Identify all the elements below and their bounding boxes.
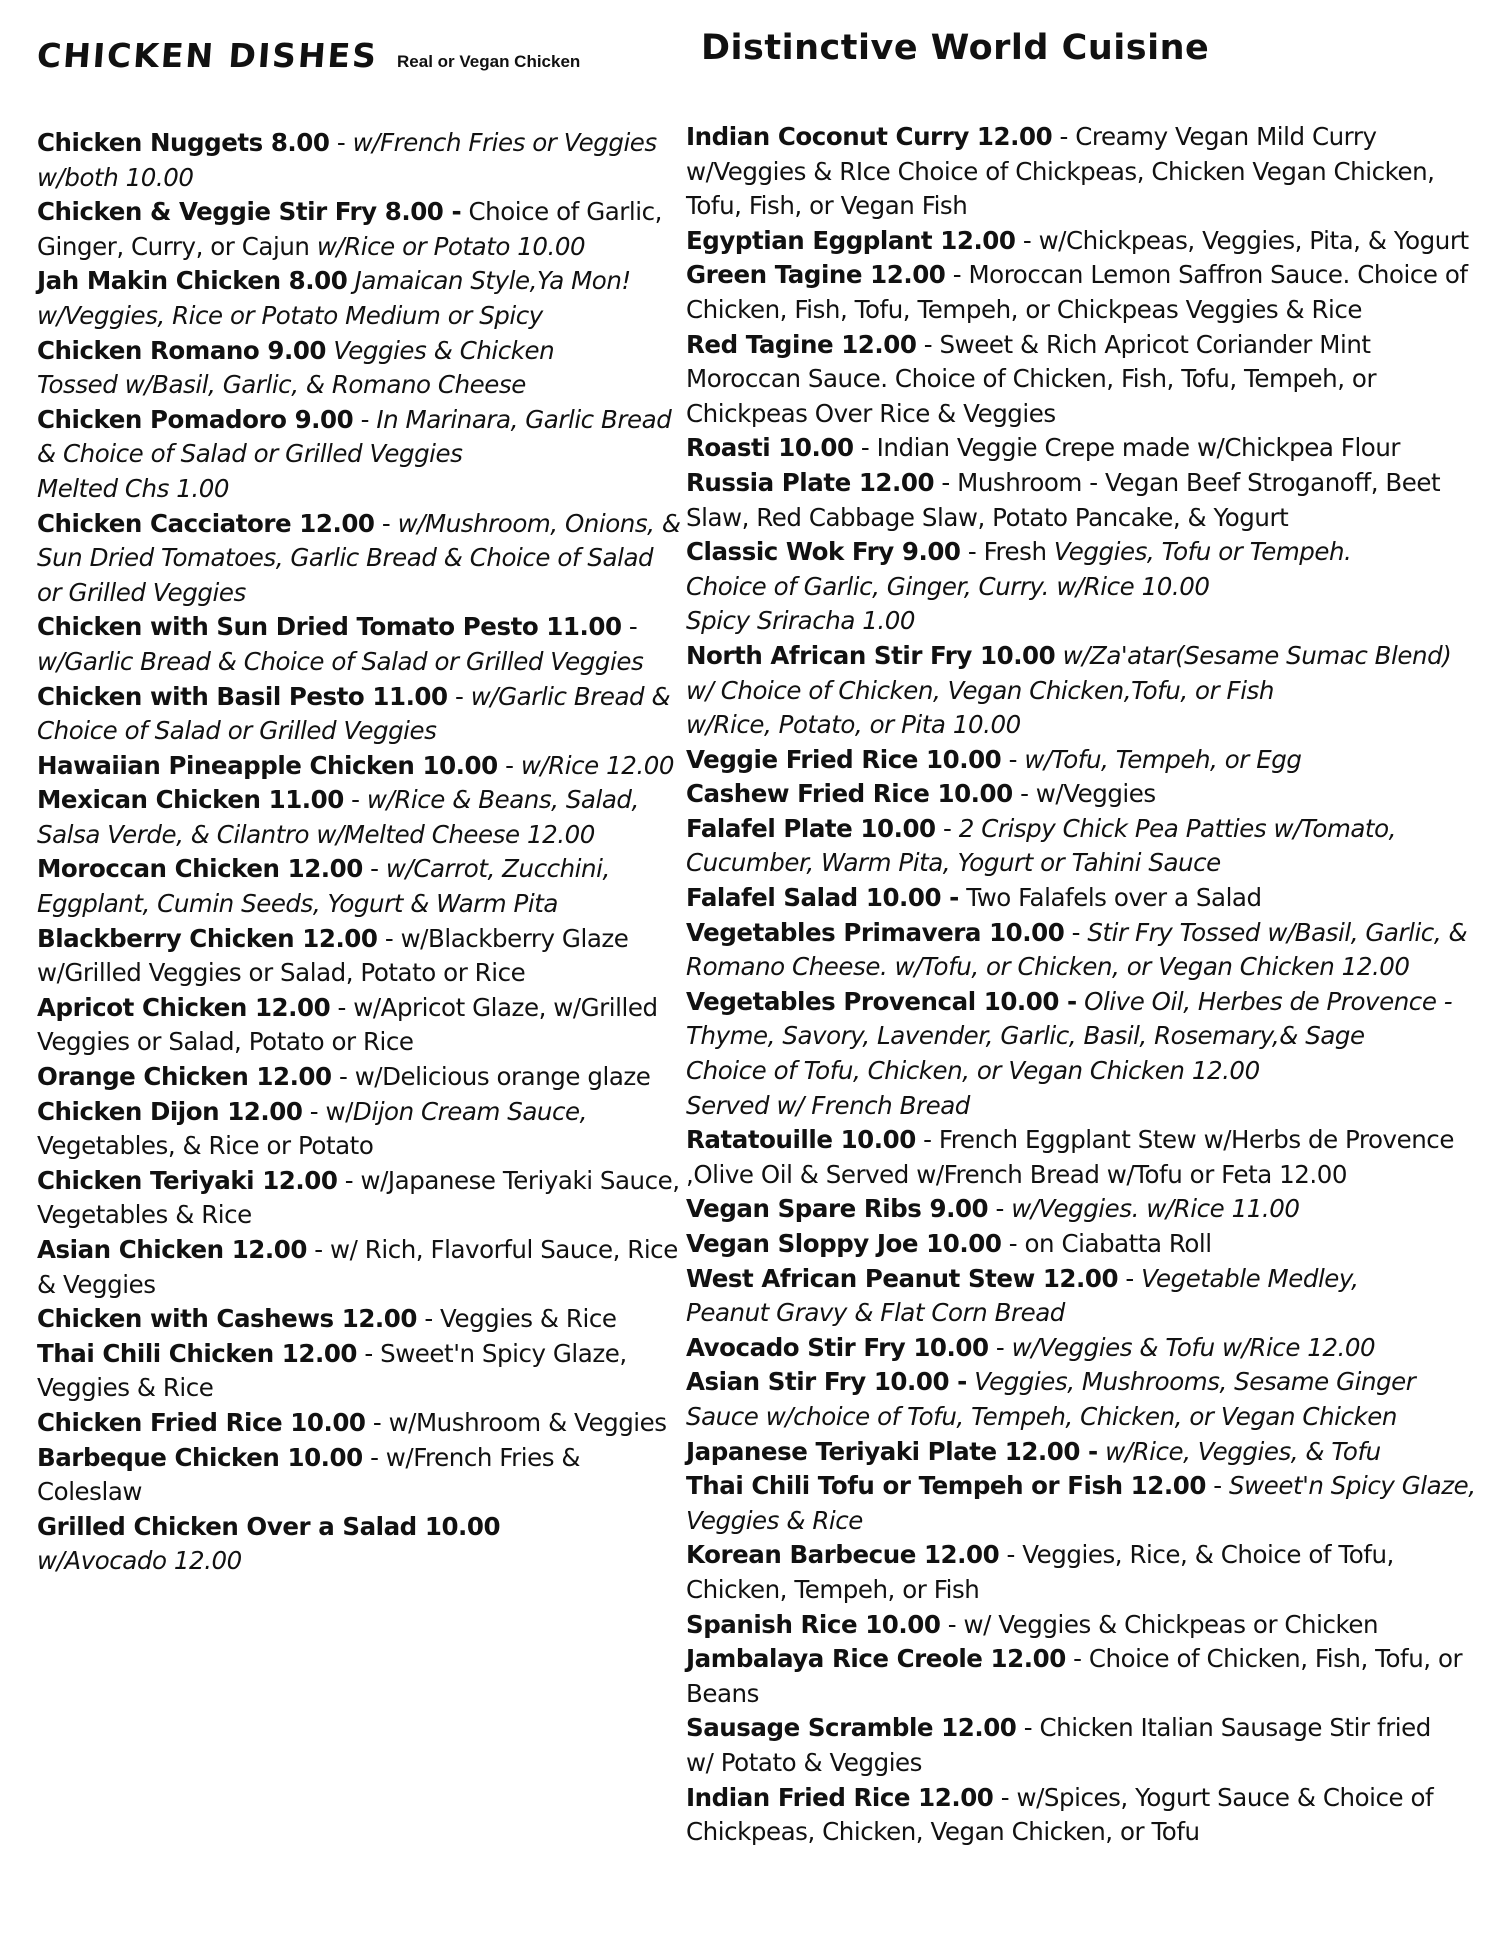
dish-description: Peanut Gravy & Flat Corn Bread	[686, 1298, 1065, 1328]
dish-description: w/Grilled Veggies or Salad, Potato or Rice	[37, 958, 526, 988]
dish-name: Chicken Nuggets 8.00	[37, 128, 330, 157]
dish-description: w/Rice, Veggies, & Tofu	[1097, 1436, 1381, 1466]
dish-description: - w/ Veggies & Chickpeas or Chicken	[940, 1609, 1379, 1639]
dish-description: - w/Apricot Glaze, w/Grilled	[330, 992, 658, 1022]
dish-name: Egyptian Eggplant 12.00	[686, 225, 1016, 255]
dish-description: w/Veggies, Rice or Potato Medium or Spicy	[37, 300, 543, 330]
dish-description: w/both 10.00	[37, 162, 194, 192]
dish-description: Stir Fry Tossed w/Basil, Garlic, &	[1087, 917, 1468, 947]
menu-item	[686, 1123, 1486, 1192]
menu-item	[686, 985, 1486, 1123]
dish-description: - Indian Veggie Crepe made w/Chickpea Flour	[853, 433, 1401, 463]
dish-description: Salsa Verde, & Cilantro w/Melted Cheese 12.00	[37, 819, 595, 849]
dish-description: - w/Veggies	[1012, 779, 1156, 809]
dish-name: Mexican Chicken 11.00	[37, 785, 344, 815]
dish-name: Chicken Fried Rice 10.00	[37, 1407, 366, 1437]
dish-description: w/Rice, Potato, or Pita 10.00	[686, 710, 1021, 740]
dish-name: Ratatouille 10.00	[686, 1125, 916, 1155]
dish-name: Spanish Rice 10.00	[686, 1609, 941, 1639]
dish-description: w/Tofu, Tempeh, or Egg	[1024, 744, 1302, 774]
menu-item	[686, 916, 1486, 985]
dish-description: 2 Crispy Chick Pea Patties w/Tomato,	[958, 813, 1396, 843]
menu-item	[686, 639, 1486, 743]
dish-description: -	[621, 612, 638, 642]
menu-item	[686, 743, 1486, 778]
menu-item	[37, 1441, 692, 1510]
menu-item	[37, 783, 692, 852]
menu-item	[686, 1331, 1486, 1366]
dish-description: Chicken, Tempeh, or Fish	[686, 1574, 980, 1604]
menu-item	[37, 334, 692, 403]
menu-item	[686, 431, 1486, 466]
menu-item	[37, 1302, 692, 1337]
dish-description: In Marinara, Garlic Bread	[376, 404, 672, 434]
dish-description: Tofu, Fish, or Vegan Fish	[686, 191, 968, 221]
dish-description: -	[988, 1194, 1012, 1224]
dish-description: w/Rice or Potato 10.00	[316, 231, 586, 261]
dish-description: Jamaican Style,Ya Mon!	[347, 266, 631, 296]
menu-item	[686, 1192, 1486, 1227]
dish-description: - w/Japanese Teriyaki Sauce,	[337, 1165, 680, 1195]
dish-description: Eggplant, Cumin Seeds, Yogurt & Warm Pita	[37, 889, 558, 919]
menu-item	[686, 1781, 1486, 1850]
menu-item	[37, 1233, 692, 1302]
dish-description: -	[329, 128, 353, 157]
dish-name: Falafel Salad 10.00 -	[686, 883, 959, 913]
dish-description: w/French Fries or Veggies	[352, 128, 657, 157]
dish-name: Chicken Cacciatore 12.00	[37, 508, 375, 538]
dish-description: Spicy Sriracha 1.00	[686, 606, 915, 636]
dish-description: Choice of Garlic, Ginger, Curry. w/Rice 10.00	[686, 571, 1210, 601]
dish-name: Barbeque Chicken 10.00	[37, 1442, 363, 1472]
dish-name: Hawaiian Pineapple Chicken 10.00	[37, 750, 498, 780]
dish-description: -	[1118, 1263, 1142, 1293]
world-cuisine-column	[686, 28, 1486, 1850]
dish-description: Veggies & Rice	[686, 1505, 863, 1535]
dish-description: & Choice of Salad or Grilled Veggies	[37, 439, 463, 469]
dish-description: - w/Blackberry Glaze	[377, 923, 629, 953]
dish-name: Asian Stir Fry 10.00 -	[686, 1367, 967, 1397]
dish-description: Tossed w/Basil, Garlic, & Romano Cheese	[37, 370, 526, 400]
menu-item	[37, 126, 692, 195]
chicken-dishes-list	[37, 126, 692, 1579]
menu-item	[37, 1337, 692, 1406]
dish-description: w/Garlic Bread & Choice of Salad or Grilled Veggies	[37, 646, 644, 676]
dish-description: Vegetable Medley,	[1141, 1263, 1359, 1293]
chicken-dishes-column	[37, 36, 692, 1579]
dish-name: Falafel Plate 10.00	[686, 813, 936, 843]
world-cuisine-list	[686, 120, 1486, 1850]
dish-description: Melted Chs 1.00	[37, 473, 230, 503]
chicken-dishes-title: CHICKEN DISHES	[35, 36, 380, 75]
dish-description: - w/ Rich, Flavorful Sauce, Rice	[306, 1235, 678, 1264]
menu-item	[37, 610, 692, 679]
dish-name: Indian Fried Rice 12.00	[686, 1782, 994, 1812]
menu-item	[686, 328, 1486, 432]
menu-item	[686, 1711, 1486, 1780]
dish-name: West African Peanut Stew 12.00	[686, 1263, 1119, 1293]
dish-description: Chicken, Fish, Tofu, Tempeh, or Chickpeas Veggies & Rice	[686, 294, 1363, 324]
menu-item	[686, 1642, 1486, 1711]
dish-name: Orange Chicken 12.00	[37, 1062, 332, 1092]
menu-item	[37, 680, 692, 749]
dish-name: Chicken Dijon 12.00	[37, 1096, 303, 1126]
menu-item	[686, 1227, 1486, 1262]
dish-description: Dijon Cream Sauce,	[352, 1096, 587, 1126]
dish-description: Choice of Salad or Grilled Veggies	[37, 716, 437, 746]
dish-name: Vegetables Provencal 10.00 -	[686, 986, 1077, 1016]
dish-description: Veggies & Chicken	[326, 335, 555, 365]
dish-description: Cucumber, Warm Pita, Yogurt or Tahini Sauce	[686, 848, 1221, 878]
menu-item	[37, 1406, 692, 1441]
dish-description: - French Eggplant Stew w/Herbs de Provence	[915, 1125, 1454, 1155]
dish-description: Slaw, Red Cabbage Slaw, Potato Pancake, & Yogurt	[686, 502, 1289, 532]
dish-description: Chickpeas, Chicken, Vegan Chicken, or Tofu	[686, 1817, 1200, 1847]
dish-description: -	[362, 854, 386, 884]
dish-name: Chicken Teriyaki 12.00	[37, 1165, 338, 1195]
dish-description: Olive Oil, Herbes de Provence -	[1076, 986, 1453, 1016]
dish-name: Classic Wok Fry 9.00	[686, 537, 961, 567]
dish-name: Apricot Chicken 12.00	[37, 992, 331, 1022]
dish-description: w/ Potato & Veggies	[686, 1747, 922, 1777]
dish-description: Served w/ French Bread	[686, 1090, 970, 1120]
dish-name: Russia Plate 12.00	[686, 467, 935, 497]
dish-description: Vegetables, & Rice or Potato	[37, 1131, 374, 1161]
dish-name: Roasti 10.00	[686, 433, 854, 463]
dish-name: Jah Makin Chicken 8.00	[37, 266, 348, 296]
dish-description: w/Rice & Beans, Salad,	[366, 785, 639, 815]
dish-description: w/Carrot, Zucchini,	[385, 854, 610, 884]
dish-description: - Moroccan Lemon Saffron Sauce. Choice of	[945, 260, 1468, 290]
dish-description: - Choice of Chicken, Fish, Tofu, or	[1065, 1644, 1463, 1674]
dish-description: w/Za'atar(Sesame Sumac Blend)	[1055, 640, 1452, 670]
chicken-dishes-subtitle: Real or Vegan Chicken	[397, 52, 581, 71]
dish-name: Vegan Spare Ribs 9.00	[686, 1194, 989, 1224]
dish-name: North African Stir Fry 10.00	[686, 640, 1056, 670]
menu-item	[37, 1510, 692, 1579]
menu-item	[686, 258, 1486, 327]
dish-description: w/Veggies & RIce Choice of Chickpeas, Chicken Vegan Chicken,	[686, 156, 1435, 186]
dish-name: Chicken with Cashews 12.00	[37, 1304, 417, 1334]
dish-description: - Sweet'n Spicy Glaze,	[357, 1338, 627, 1368]
dish-name: Vegan Sloppy Joe 10.00	[686, 1229, 1002, 1258]
menu-item	[37, 195, 692, 264]
dish-description: w/Garlic Bread &	[470, 681, 671, 711]
menu-item	[37, 991, 692, 1060]
dish-description: -	[353, 404, 377, 434]
menu-item	[686, 1435, 1486, 1470]
dish-description: Sauce w/choice of Tofu, Tempeh, Chicken, or Vegan Chicken	[686, 1401, 1397, 1431]
dish-name: Cashew Fried Rice 10.00	[686, 779, 1013, 809]
dish-description: - w/French Fries &	[362, 1442, 581, 1472]
menu-item	[686, 1262, 1486, 1331]
menu-item	[686, 1538, 1486, 1607]
dish-name: Red Tagine 12.00	[686, 329, 917, 359]
dish-description: - Veggies & Rice	[416, 1304, 617, 1334]
dish-description: - w/Chickpeas, Veggies, Pita, & Yogurt	[1015, 225, 1469, 255]
dish-name: Blackberry Chicken 12.00	[37, 923, 378, 953]
menu-item	[686, 1469, 1486, 1538]
menu-item	[37, 749, 692, 784]
dish-description: -	[447, 681, 471, 711]
menu-item	[37, 264, 692, 333]
dish-description: or Grilled Veggies	[37, 577, 246, 607]
chicken-dishes-header	[37, 36, 692, 126]
dish-description: - on Ciabatta Roll	[1001, 1229, 1212, 1258]
dish-description: - w/	[302, 1096, 353, 1126]
dish-name: Japanese Teriyaki Plate 12.00 -	[686, 1436, 1098, 1466]
dish-name: Moroccan Chicken 12.00	[37, 854, 363, 884]
dish-description: - Creamy Vegan Mild Curry	[1052, 122, 1377, 151]
dish-description: - w/Spices, Yogurt Sauce & Choice of	[993, 1782, 1434, 1812]
dish-description: w/Veggies. w/Rice 11.00	[1011, 1194, 1300, 1224]
dish-name: Chicken Romano 9.00	[37, 335, 327, 365]
dish-name: Asian Chicken 12.00	[37, 1235, 307, 1264]
menu-item	[37, 1095, 692, 1164]
menu-item	[686, 777, 1486, 812]
dish-description: & Veggies	[37, 1269, 156, 1299]
dish-description: - Mushroom - Vegan Beef Stroganoff, Beet	[934, 467, 1441, 497]
menu-item	[686, 120, 1486, 224]
dish-description: -	[343, 785, 367, 815]
world-cuisine-title: Distinctive World Cuisine	[701, 28, 1210, 68]
menu-item	[37, 852, 692, 921]
dish-description: Veggies, Tofu or Tempeh.	[1053, 537, 1352, 567]
dish-description: Choice of Tofu, Chicken, or Vegan Chicken 12.00	[686, 1056, 1260, 1086]
dish-description: - Sweet & Rich Apricot Coriander Mint	[916, 329, 1371, 359]
dish-description: ,Olive Oil & Served w/French Bread w/Tofu or Feta 12.00	[686, 1159, 1348, 1189]
dish-name: Green Tagine 12.00	[686, 260, 946, 290]
dish-description: w/Avocado 12.00	[37, 1546, 242, 1576]
dish-description: Two Falafels over a Salad	[958, 883, 1262, 913]
dish-name: Sausage Scramble 12.00	[686, 1713, 1017, 1743]
dish-description: w/Rice 12.00	[520, 750, 675, 780]
menu-item	[686, 881, 1486, 916]
dish-description: -	[1205, 1471, 1230, 1501]
dish-name: Chicken with Basil Pesto 11.00	[37, 681, 448, 711]
dish-name: Thai Chili Tofu or Tempeh or Fish 12.00	[686, 1471, 1206, 1501]
menu-item	[37, 1060, 692, 1095]
dish-description: - w/Mushroom & Veggies	[365, 1407, 667, 1437]
dish-description: Beans	[686, 1678, 759, 1708]
dish-description: - w/Delicious orange glaze	[331, 1062, 651, 1092]
dish-description: Vegetables & Rice	[37, 1200, 252, 1230]
dish-description: Veggies or Salad, Potato or Rice	[37, 1027, 414, 1057]
dish-name: Vegetables Primavera 10.00	[686, 917, 1065, 947]
dish-description: -	[935, 813, 959, 843]
menu-item	[686, 466, 1486, 535]
dish-description: Thyme, Savory, Lavender, Garlic, Basil, Rosemary,& Sage	[686, 1021, 1365, 1051]
dish-description: - Fresh	[960, 537, 1054, 567]
dish-name: Indian Coconut Curry 12.00	[686, 122, 1053, 151]
menu-item	[37, 403, 692, 507]
dish-name: Avocado Stir Fry 10.00	[686, 1332, 989, 1362]
dish-description: - Veggies, Rice, & Choice of Tofu,	[999, 1540, 1394, 1570]
dish-description: w/Veggies & Tofu w/Rice 12.00	[1011, 1332, 1376, 1362]
dish-description: Choice of Garlic, Ginger, Curry, or Cajun	[37, 197, 662, 261]
dish-description: Romano Cheese. w/Tofu, or Chicken, or Vegan Chicken 12.00	[686, 952, 1410, 982]
dish-description: -	[988, 1332, 1012, 1362]
dish-description: Veggies & Rice	[37, 1373, 214, 1403]
dish-description: Moroccan Sauce. Choice of Chicken, Fish, Tofu, Tempeh, or	[686, 364, 1377, 394]
dish-description: Coleslaw	[37, 1477, 142, 1507]
dish-description: w/ Choice of Chicken, Vegan Chicken,Tofu, or Fish	[686, 675, 1274, 705]
dish-description: Veggies, Mushrooms, Sesame Ginger	[966, 1367, 1416, 1397]
dish-description: -	[497, 750, 521, 780]
dish-name: Thai Chili Chicken 12.00	[37, 1338, 358, 1368]
dish-description: -	[1064, 917, 1088, 947]
dish-name: Chicken with Sun Dried Tomato Pesto 11.00	[37, 612, 622, 642]
dish-name: Chicken Pomadoro 9.00	[37, 404, 354, 434]
menu-item	[686, 224, 1486, 259]
dish-description: w/Mushroom, Onions, &	[397, 508, 681, 538]
menu-item	[37, 922, 692, 991]
menu-item	[686, 812, 1486, 881]
dish-name: Korean Barbecue 12.00	[686, 1540, 1000, 1570]
dish-name: Jambalaya Rice Creole 12.00	[686, 1644, 1066, 1674]
dish-description: - Chicken Italian Sausage Stir fried	[1016, 1713, 1431, 1743]
dish-description: -	[374, 508, 398, 538]
dish-description: -	[1001, 744, 1025, 774]
menu-item	[37, 1164, 692, 1233]
menu-item	[686, 1365, 1486, 1434]
dish-description: Chickpeas Over Rice & Veggies	[686, 398, 1056, 428]
dish-description: Sun Dried Tomatoes, Garlic Bread & Choice of Salad	[37, 543, 654, 573]
dish-name: Veggie Fried Rice 10.00	[686, 744, 1002, 774]
dish-name: Chicken & Veggie Stir Fry 8.00 -	[37, 197, 462, 227]
dish-name: Grilled Chicken Over a Salad 10.00	[37, 1511, 501, 1541]
menu-item	[37, 507, 692, 611]
dish-description: Sweet'n Spicy Glaze,	[1229, 1471, 1476, 1501]
menu-item	[686, 1608, 1486, 1643]
menu-item	[686, 535, 1486, 639]
